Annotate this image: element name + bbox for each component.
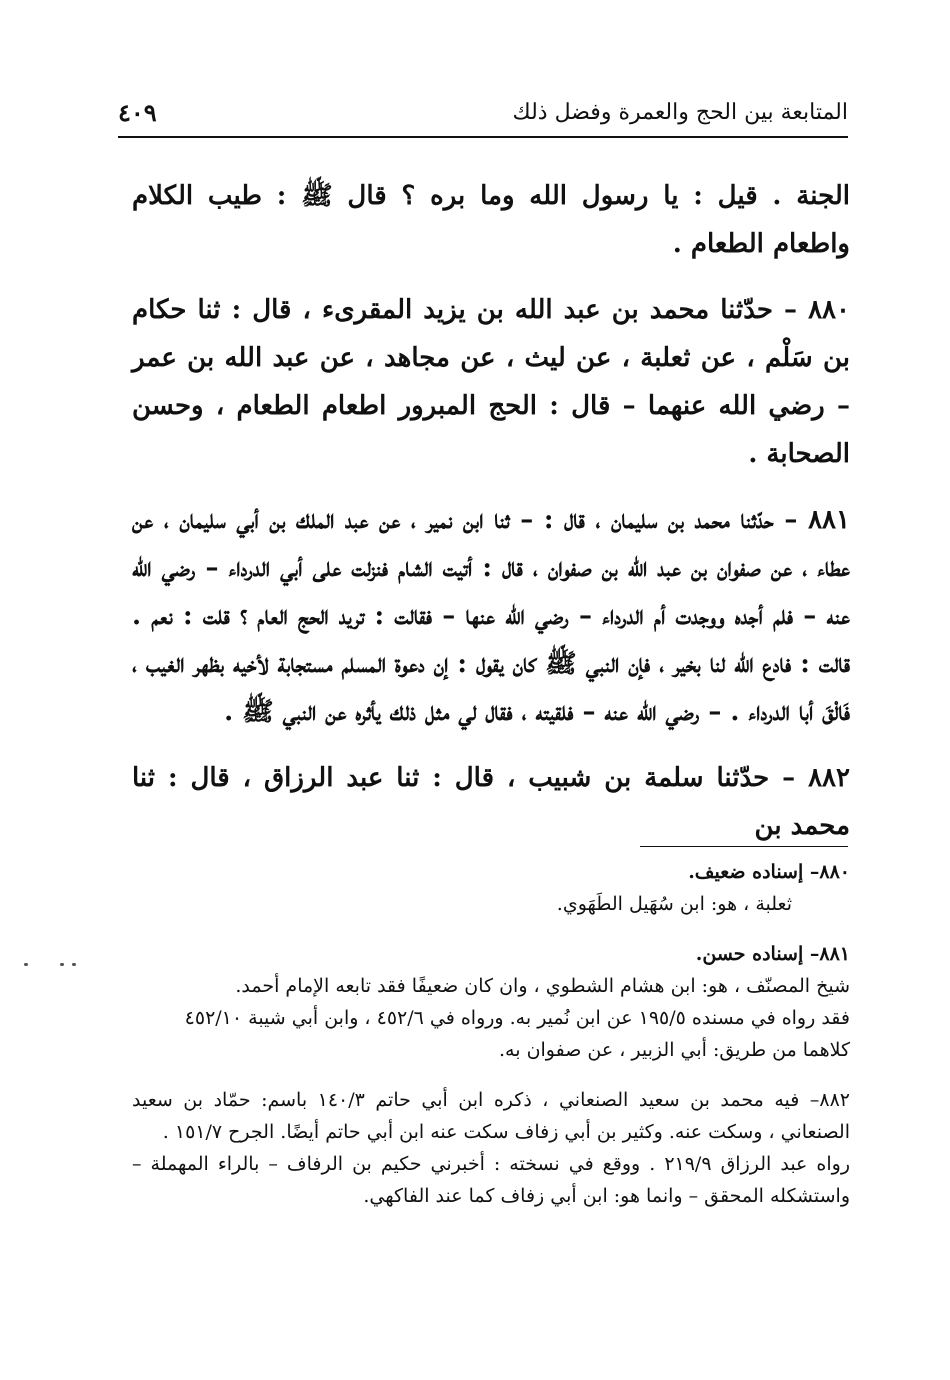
page-number: ٤٠٩ <box>118 98 157 127</box>
hadith-882: ٨٨٢ – حدّثنا سلمة بن شبيب ، قال : ثنا عبد الرزاق ، قال : ثنا محمد بن <box>132 763 850 841</box>
footnote-881 <box>132 938 850 1066</box>
paragraph-continuation: الجنة . قيل : يا رسول الله وما بره ؟ قال ﷺ : طيب الكلام واطعام الطعام . <box>132 181 851 259</box>
footnote-880-head: ٨٨٠– إسناده ضعيف. <box>688 861 850 883</box>
footnote-882-text: فيه محمد بن سعيد الصنعاني ، ذكره ابن أبي حاتم ١٤٠/٣ باسم: حمّاد بن سعيد الصنعاني ، وسكت عنه. وكثير بن أبي زفاف سكت عنه ابن أبي حاتم أيضًا. الجرح ١٥١/٧ . <box>132 1089 850 1143</box>
footnote-880 <box>132 856 850 920</box>
footnote-divider <box>640 846 848 847</box>
running-title: المتابعة بين الحج والعمرة وفضل ذلك <box>512 100 848 125</box>
main-text <box>132 172 850 868</box>
footnote-881-line: كلاهما من طريق: أبي الزبير ، عن صفوان به. <box>499 1039 850 1061</box>
footnote-882-text-2: رواه عبد الرزاق ٢١٩/٩ . ووقع في نسخته : أخبرني حكيم بن الرفاف – بالراء المهملة – واستشكله المحقق – وانما هو: ابن أبي زفاف كما عند الفاكهي. <box>132 1153 850 1207</box>
footnote-882-body <box>132 1084 850 1148</box>
footnotes <box>132 856 850 1230</box>
footnote-881-head: ٨٨١– إسناده حسن. <box>695 943 850 965</box>
hadith-880: ٨٨٠ – حدّثنا محمد بن عبد الله بن يزيد المقرىء ، قال : ثنا حكام بن سَلْم ، عن ثعلبة ، عن ليث ، عن مجاهد ، عن عبد الله بن عمر – رضي الله عنهما – قال : الحج المبرور اطعام الطعام ، وحسن الصحابة . <box>132 295 850 469</box>
footnote-881-line: شيخ المصنّف ، هو: ابن هشام الشطوي ، وان كان ضعيفًا فقد تابعه الإمام أحمد. <box>235 975 850 997</box>
page-header <box>118 96 848 138</box>
footnote-882-head: ٨٨٢– <box>809 1089 850 1111</box>
footnote-881-line: فقد رواه في مسنده ١٩٥/٥ عن ابن نُمير به. ورواه في ٤٥٢/٦ ، وابن أبي شيبة ٤٥٢/١٠ <box>184 1007 850 1029</box>
footnote-882 <box>132 1084 850 1212</box>
hadith-881: ٨٨١ – حدّثنا محمد بن سليمان ، قال : – ثنا ابن نمير ، عن عبد الملك بن أبي سليمان ، عن عطاء ، عن صفوان بن عبد الله بن صفوان ، قال : أتيت الشام فنزلت على أبي الدرداء – رضي الله عنه – فلم أجده ووجدت أم الدرداء – رضي الله عنها – فقالت : تريد الحج العام ؟ قلت : نعم . قالت : فادع الله لنا بخير ، فإن النبي ﷺ كان يقول : إن دعوة المسلم مستجابة لأخيه بظهر الغيب ، فَالْقَ أبا الدرداء . – رضي الله عنه – فلقيته ، فقال لي مثل ذلك يأثره عن النبي ﷺ . <box>132 505 850 727</box>
scan-speck <box>72 963 76 966</box>
footnote-880-line: ثعلبة ، هو: ابن سُهَيل الطَهَوي. <box>556 893 792 915</box>
scan-speck <box>60 963 64 966</box>
scan-speck <box>24 963 28 966</box>
